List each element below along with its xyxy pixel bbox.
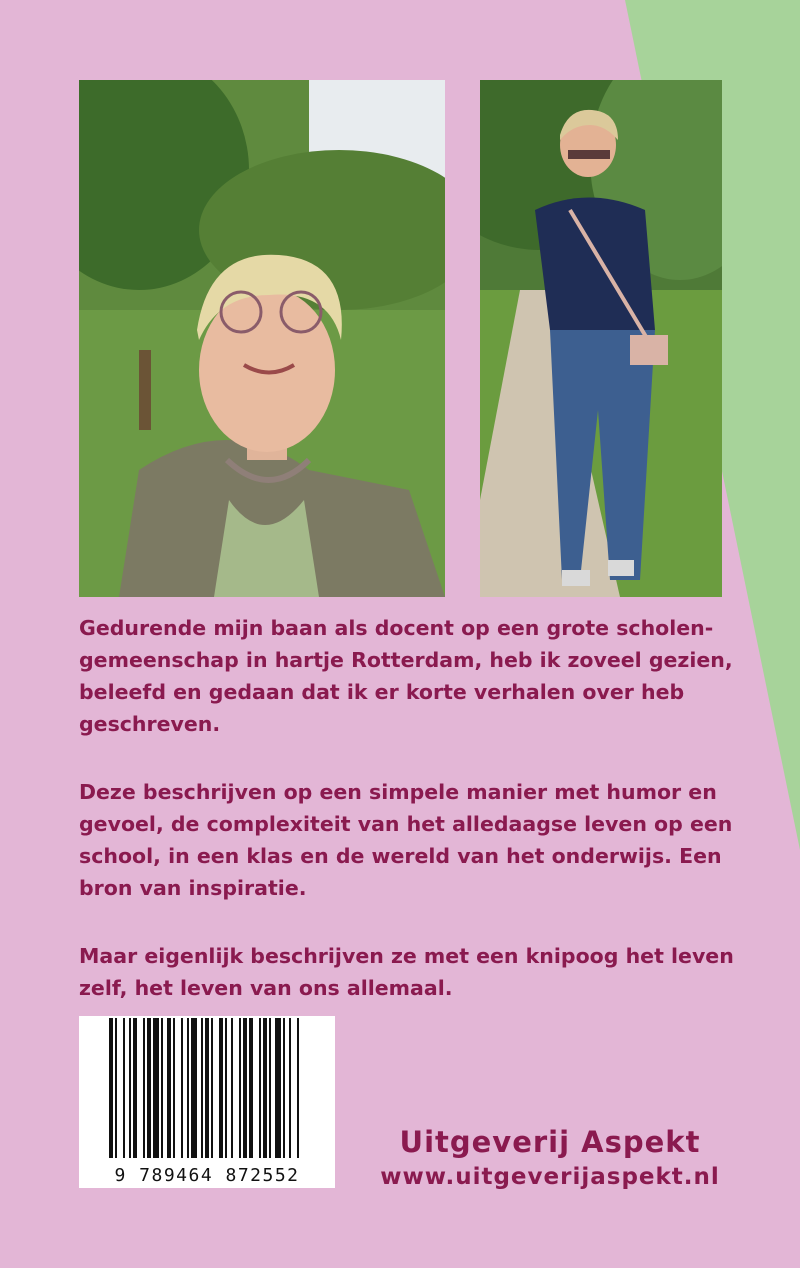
author-walking-photo [480,80,722,597]
blurb-paragraph-2: Deze beschrijven op een simpele manier met humor en gevoel, de complexiteit van het alledaagse leven op een school, in een klas en de wereld van het onderwijs. Een bron van inspiratie. [79,780,733,900]
publisher-url: www.uitgeverijaspekt.nl [380,1164,720,1190]
author-portrait-photo [79,80,445,597]
back-cover-blurb [79,612,739,1040]
publisher-block [360,1122,740,1192]
isbn-number: 9 789464 872552 [114,1165,300,1186]
isbn-barcode [79,1016,335,1188]
barcode-bars [79,1016,335,1166]
blurb-paragraph-3: Maar eigenlijk beschrijven ze met een knipoog het leven zelf, het leven van ons allemaal. [79,944,734,1000]
blurb-paragraph-1: Gedurende mijn baan als docent op een grote scholen-gemeenschap in hartje Rotterdam, heb ik zoveel gezien, beleefd en gedaan dat ik er korte verhalen over heb geschreven. [79,616,733,736]
publisher-name: Uitgeverij Aspekt [399,1125,701,1159]
